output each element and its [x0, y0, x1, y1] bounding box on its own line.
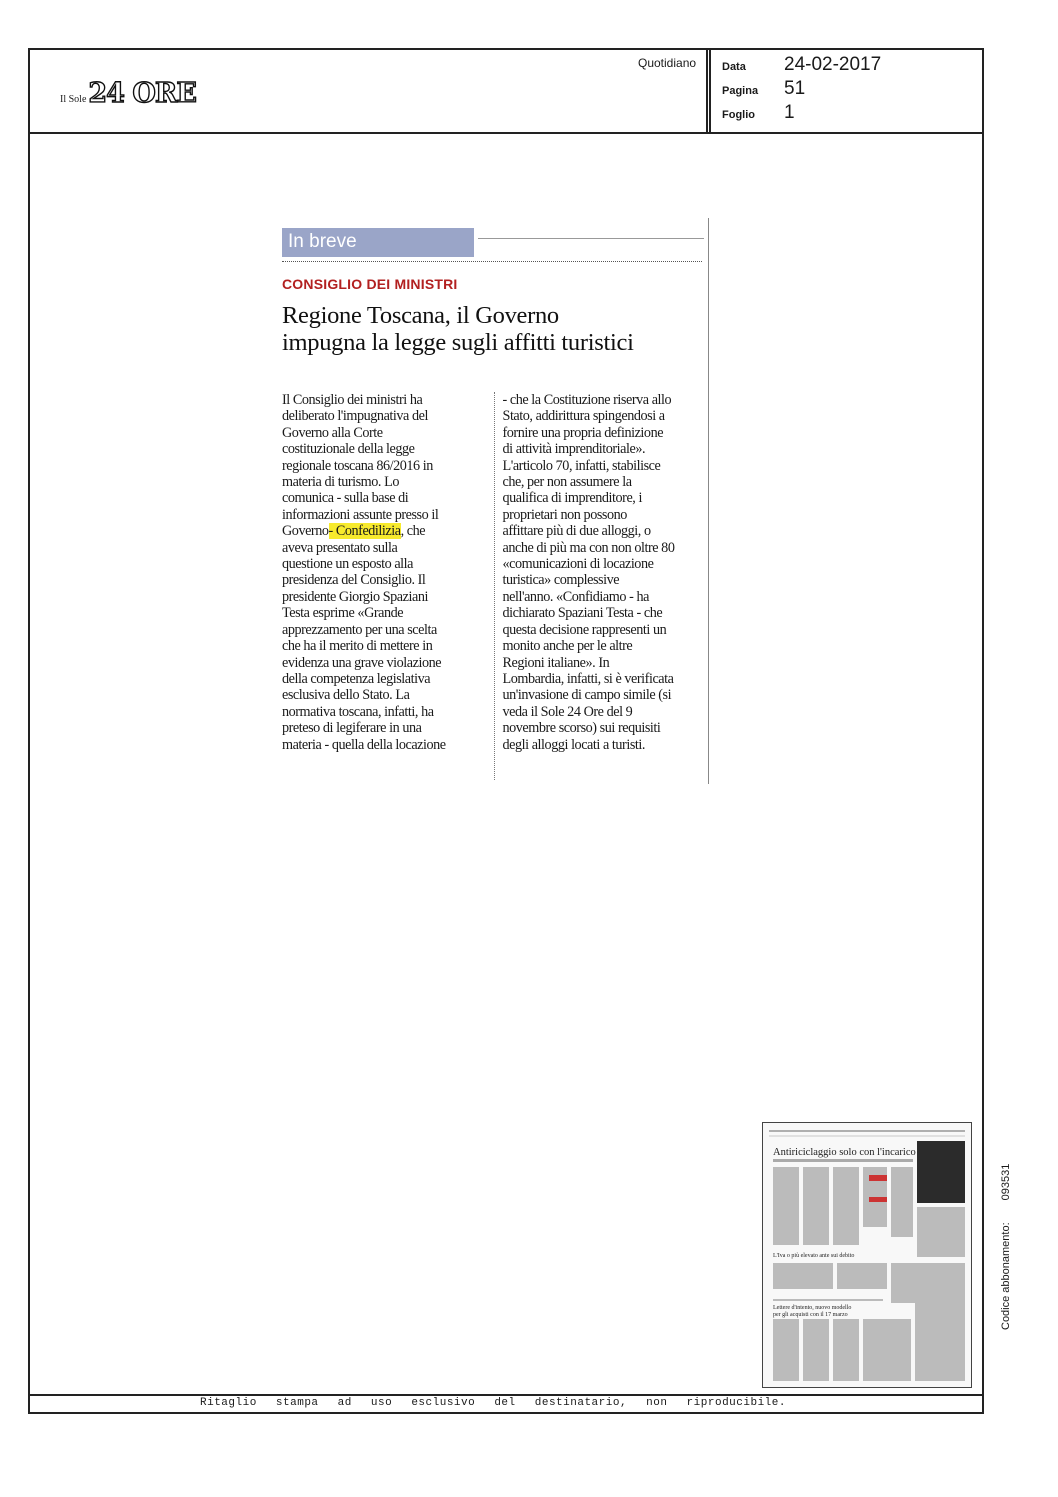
article-body [282, 392, 708, 780]
section-rule [478, 238, 704, 239]
page-thumbnail [762, 1122, 972, 1388]
body-line: Regioni italiane». In [502, 654, 610, 671]
body-line: monito anche per le altre [502, 638, 633, 655]
body-line: degli alloggi locati a turisti. [502, 736, 645, 753]
column-divider [494, 392, 495, 780]
body-line: esclusiva dello Stato. La [282, 687, 410, 704]
header-divider [706, 48, 711, 132]
clipping-edge [708, 218, 709, 784]
body-line: - che la Costituzione riserva allo [502, 392, 672, 408]
subscription-code-value: 093531 [1000, 1163, 1012, 1201]
meta-block [722, 54, 881, 126]
body-text: , che [400, 523, 426, 540]
thumb-subheadline: L'Iva o più elevato ante sui debito [773, 1253, 855, 1259]
body-line: affittare più di due alloggi, o [502, 523, 651, 540]
body-line: materia di turismo. Lo [282, 474, 399, 491]
body-column-2 [503, 392, 709, 780]
body-line: deliberato l'impugnativa del [282, 408, 428, 425]
body-line: Testa esprime «Grande [282, 605, 404, 622]
body-line: Governo alla Corte [282, 424, 383, 441]
body-line: presidente Giorgio Spaziani [282, 588, 428, 605]
article-kicker: CONSIGLIO DEI MINISTRI [282, 276, 458, 292]
body-line: informazioni assunte presso il [282, 506, 439, 523]
body-line: apprezzamento per una scelta [282, 621, 437, 638]
body-line: materia - quella della locazione [282, 736, 446, 753]
source-type: Quotidiano [638, 56, 697, 70]
body-line: veda il Sole 24 Ore del 9 [502, 703, 633, 720]
meta-value-date: 24-02-2017 [784, 54, 882, 75]
body-line: novembre scorso) sui requisiti [502, 720, 661, 737]
body-line: presidenza del Consiglio. Il [282, 572, 426, 589]
thumb-subheadline: Lettere d'intento, nuovo modello [773, 1305, 852, 1311]
body-line: regionale toscana 86/2016 in [282, 457, 433, 474]
body-line: Lombardia, infatti, si è verificata [502, 670, 674, 687]
meta-row-pagina [722, 78, 881, 102]
body-line: questa decisione rappresenti un [502, 621, 667, 638]
header [28, 48, 984, 134]
body-line [282, 523, 488, 539]
thumb-subheadline: per gli acquisti con il 17 marzo [773, 1312, 848, 1318]
dotted-divider [282, 261, 702, 262]
thumbnail-image [763, 1123, 971, 1387]
body-column-1 [282, 392, 488, 780]
body-line: Il Consiglio dei ministri ha [282, 392, 423, 408]
meta-value-sheet: 1 [784, 102, 795, 123]
meta-label: Foglio [722, 109, 755, 121]
newspaper-logo [60, 78, 196, 109]
meta-row-foglio [722, 102, 881, 126]
footer-disclaimer: Ritaglio stampa ad uso esclusivo del destinatario, non riproducibile. [200, 1397, 786, 1409]
logo-small-text: Il Sole [60, 94, 87, 105]
headline-line: Regione Toscana, il Governo [282, 302, 559, 329]
body-line: costituzionale della legge [282, 441, 415, 458]
body-line: che, per non assumere la [502, 474, 632, 491]
body-line: un'invasione di campo simile (si [502, 687, 672, 704]
footer-rule [28, 1394, 984, 1396]
body-text: Governo [282, 523, 329, 540]
body-line: che ha il merito di mettere in [282, 638, 433, 655]
body-line: nell'anno. «Confidiamo - ha [502, 588, 649, 605]
body-line: fornire una propria definizione [502, 424, 664, 441]
body-line: «comunicazioni di locazione [502, 556, 654, 573]
headline-line: impugna la legge sugli affitti turistici [282, 329, 634, 356]
article-clipping [282, 228, 708, 753]
body-line: turistica» complessive [502, 572, 620, 589]
body-line: qualifica di imprenditore, i [502, 490, 642, 507]
body-line: della competenza legislativa [282, 670, 431, 687]
body-line: L'articolo 70, infatti, stabilisce [502, 457, 661, 474]
meta-label: Pagina [722, 85, 759, 97]
meta-label: Data [722, 61, 746, 73]
body-line: di attività imprenditoriale». [502, 441, 646, 458]
body-line: anche di più ma con non oltre 80 [502, 539, 675, 556]
body-line: preteso di legiferare in una [282, 720, 422, 737]
logo-big-text: 24 ORE [88, 78, 196, 109]
body-line: aveva presentato sulla [282, 539, 398, 556]
thumb-headline: Antiriciclaggio solo con l'incarico [773, 1147, 916, 1158]
article-headline [282, 302, 708, 356]
body-line: questione un esposto alla [282, 556, 413, 573]
body-line: Stato, addirittura spingendosi a [502, 408, 665, 425]
body-line: evidenza una grave violazione [282, 654, 442, 671]
body-line: proprietari non possono [502, 506, 627, 523]
body-line: comunica - sulla base di [282, 490, 409, 507]
body-line: dichiarato Spaziani Testa - che [502, 605, 663, 622]
meta-row-data [722, 54, 881, 78]
highlighted-name: - Confedilizia [328, 523, 401, 540]
subscription-code-label: Codice abbonamento: [1000, 1222, 1012, 1330]
meta-value-page: 51 [784, 78, 806, 99]
subscription-code [1000, 1164, 1012, 1330]
section-label: In breve [282, 228, 474, 257]
body-line: normativa toscana, infatti, ha [282, 703, 434, 720]
